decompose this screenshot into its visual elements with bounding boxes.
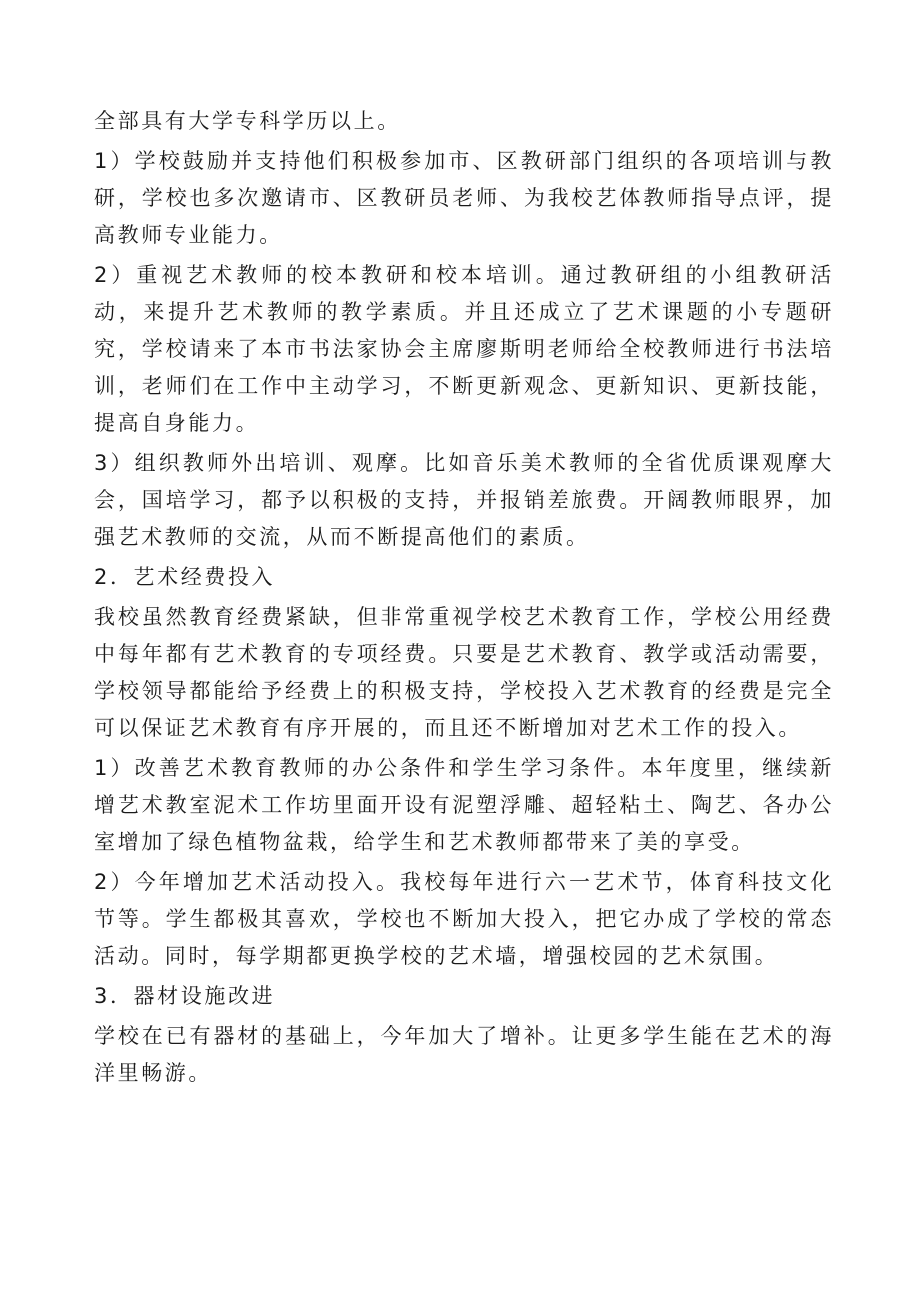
paragraph-improve-conditions: 1）改善艺术教育教师的办公条件和学生学习条件。本年度里，继续新增艺术教室泥术工作坊里面开设有泥塑浮雕、超轻粘土、陶艺、各办公室增加了绿色植物盆栽，给学生和艺术教师都带来了美的享受。: [94, 756, 834, 854]
paragraph-qualification: 全部具有大学专科学历以上。: [94, 109, 401, 133]
paragraph-external-training: 3）组织教师外出培训、观摩。比如音乐美术教师的全省优质课观摩大会，国培学习，都予以积极的支持，并报销差旅费。开阔教师眼界，加强艺术教师的交流，从而不断提高他们的素质。: [94, 451, 834, 549]
paragraph-school-based-research: 2）重视艺术教师的校本教研和校本培训。通过教研组的小组教研活动，来提升艺术教师的教学素质。并且还成立了艺术课题的小专题研究，学校请来了本市书法家协会主席廖斯明老师给全校教师进行书法培训，老师们在工作中主动学习，不断更新观念、更新知识、更新技能，提高自身能力。: [94, 263, 834, 435]
paragraph-encourage-training: 1）学校鼓励并支持他们积极参加市、区教研部门组织的各项培训与教研，学校也多次邀请市、区教研员老师、为我校艺体教师指导点评，提高教师专业能力。: [94, 149, 834, 247]
paragraph-activity-investment: 2）今年增加艺术活动投入。我校每年进行六一艺术节，体育科技文化节等。学生都极其喜欢，学校也不断加大投入，把它办成了学校的常态活动。同时，每学期都更换学校的艺术墙，增强校园的艺术氛围。: [94, 870, 834, 968]
section-heading-funding: 2．艺术经费投入: [94, 565, 276, 589]
document-body: [94, 103, 834, 1095]
paragraph-funding-overview: 我校虽然教育经费紧缺，但非常重视学校艺术教育工作，学校公用经费中每年都有艺术教育的专项经费。只要是艺术教育、教学或活动需要，学校领导都能给予经费上的积极支持，学校投入艺术教育的经费是完全可以保证艺术教育有序开展的，而且还不断增加对艺术工作的投入。: [94, 605, 834, 740]
section-heading-equipment: 3．器材设施改进: [94, 984, 276, 1008]
paragraph-equipment: 学校在已有器材的基础上，今年加大了增补。让更多学生能在艺术的海洋里畅游。: [94, 1024, 834, 1085]
